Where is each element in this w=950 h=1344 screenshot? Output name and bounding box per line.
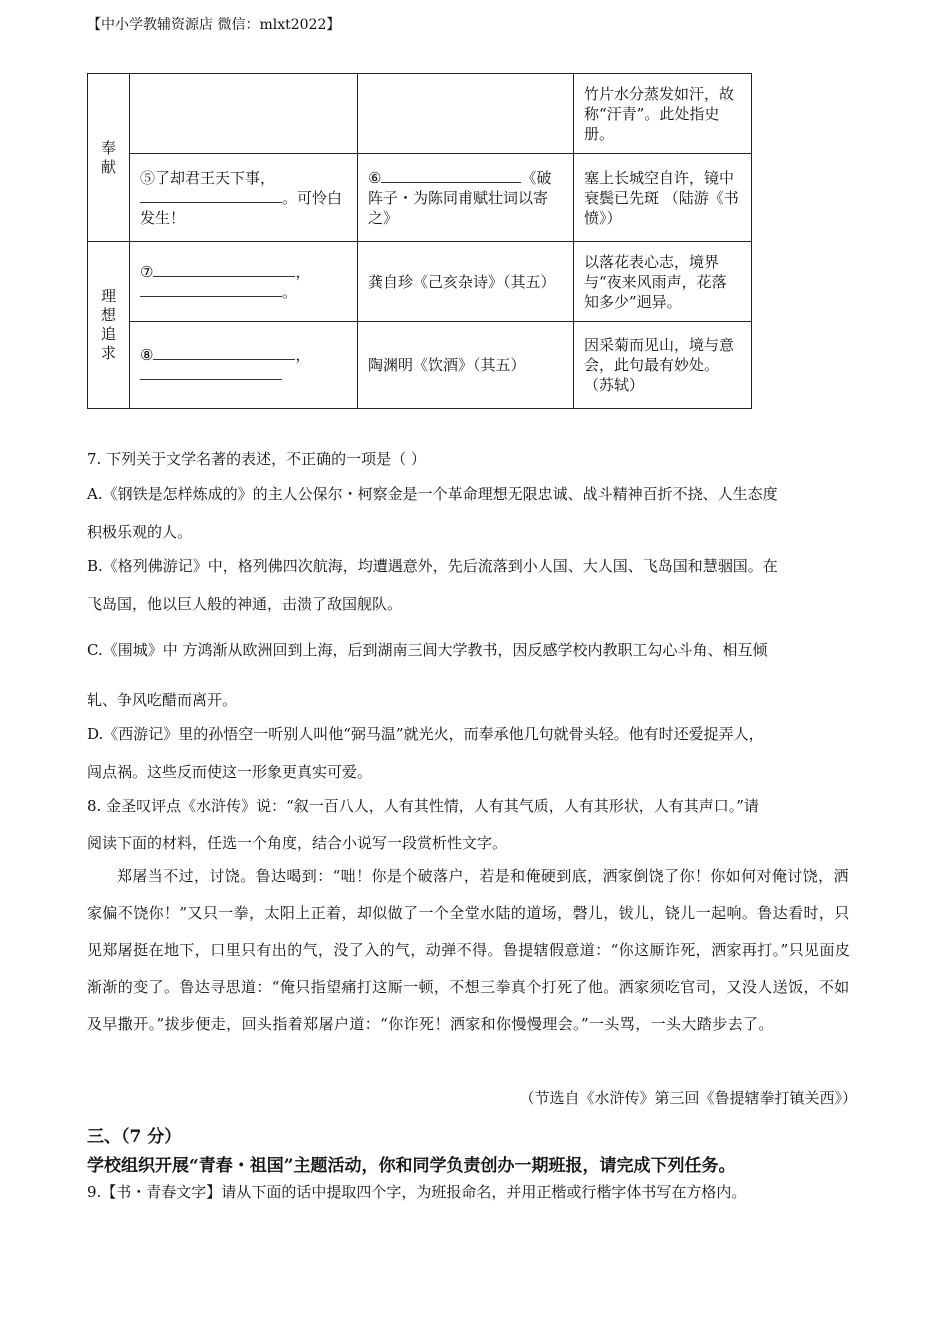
answer-blank[interactable] xyxy=(153,345,295,360)
option-d: D.《西游记》里的孙悟空一听别人叫他“弼马温”就光火，而奉承他几句就骨头轻。他有时还爱捉弄人， xyxy=(87,725,764,743)
table-row xyxy=(88,74,752,154)
option-d-cont: 闯点祸。这些反而使这一形象更真实可爱。 xyxy=(87,763,373,781)
question-9: 9.【书・青春文字】请从下面的话中提取四个字，为班报命名，并用正楷或行楷字体书写在方格内。 xyxy=(87,1183,747,1201)
table-cell: 竹片水分蒸发如汗，故称“汗青”。此处指史册。 xyxy=(574,74,752,154)
table-cell: 龚自珍《己亥杂诗》（其五） xyxy=(358,242,574,322)
table-cell: 因采菊而见山，境与意会，此句最有妙处。（苏轼） xyxy=(574,322,752,409)
table-cell: 塞上长城空自许，镜中衰鬓已先斑 （陆游《书愤》） xyxy=(574,154,752,242)
table-cell: ⑧ ， xyxy=(130,322,358,409)
option-b-cont: 飞岛国，他以巨人般的神通，击溃了敌国舰队。 xyxy=(87,595,403,613)
table-row xyxy=(88,322,752,409)
question-8-cont: 阅读下面的材料，任选一个角度，结合小说写一段赏析性文字。 xyxy=(87,834,508,852)
answer-blank[interactable] xyxy=(153,262,295,277)
answer-blank[interactable] xyxy=(140,188,282,203)
excerpt-source: （节选自《水浒传》第三回《鲁提辖拳打镇关西》） xyxy=(519,1089,857,1107)
question-7 xyxy=(87,448,862,469)
answer-blank[interactable] xyxy=(381,168,521,183)
table-cell: 陶渊明《饮酒》（其五） xyxy=(358,322,574,409)
option-b: B.《格列佛游记》中，格列佛四次航海，均遭遇意外，先后流落到小人国、大人国、飞岛国和慧骃国。在 xyxy=(87,557,778,575)
table-cell: ⑥ 《破阵子・为陈同甫赋壮词以寄之》 xyxy=(358,154,574,242)
option-a-cont: 积极乐观的人。 xyxy=(87,523,193,541)
answer-blank[interactable] xyxy=(140,282,282,297)
table-cell xyxy=(130,74,358,154)
category-ideals: 理 想 追 求 xyxy=(88,242,130,409)
option-a: A.《钢铁是怎样炼成的》的主人公保尔・柯察金是一个革命理想无限忠诚、战斗精神百折不挠、人生态度 xyxy=(87,485,778,503)
question-8: 8. 金圣叹评点《水浒传》说：“叙一百八人，人有其性情，人有其气质，人有其形状，人有其声口。”请 xyxy=(87,797,759,815)
table-cell: ⑤了却君王天下事， 。可怜白发生！ xyxy=(130,154,358,242)
excerpt-passage: 郑屠当不过，讨饶。鲁达喝到：“咄！你是个破落户，若是和俺硬到底，洒家倒饶了你！你如何对俺讨饶，洒家偏不饶你！”又只一拳，太阳上正着，却似做了一个全堂水陆的道场，磬儿，钹儿，铙儿一起响。鲁达看时，只见郑屠挺在地下，口里只有出的气，没了入的气，动弹不得。鲁提辖假意道：“你这厮诈死，洒家再打。”只见面皮渐渐的变了。鲁达寻思道：“俺只指望痛打这厮一顿，不想三拳真个打死了他。洒家须吃官司，又没人送饭，不如及早撒开。”拔步便走，回头指着郑屠户道：“你诈死！洒家和你慢慢理会。”一头骂，一头大踏步去了。 xyxy=(87,867,851,1033)
poem-table xyxy=(87,73,752,409)
answer-blank[interactable] xyxy=(140,365,282,380)
table-cell xyxy=(358,74,574,154)
page-header: 【中小学教辅资源店 微信：mlxt2022】 xyxy=(87,17,341,33)
table-row xyxy=(88,154,752,242)
option-c-cont: 轧、争风吃醋而离开。 xyxy=(87,691,238,709)
question-stem: 7. 下列关于文学名著的表述，不正确的一项是（ ） xyxy=(87,450,426,468)
category-dedication: 奉 献 xyxy=(88,74,130,242)
section-intro: 学校组织开展“青春・祖国”主题活动，你和同学负责创办一期班报，请完成下列任务。 xyxy=(87,1156,736,1176)
table-row xyxy=(88,242,752,322)
section-title: 三、（7 分） xyxy=(87,1127,182,1147)
table-cell: 以落花表心志，境界与“夜来风雨声，花落知多少”迥异。 xyxy=(574,242,752,322)
option-c: C.《围城》中 方鸿渐从欧洲回到上海，后到湖南三闾大学教书，因反感学校内教职工勾心斗角、相互倾 xyxy=(87,641,768,659)
table-cell: ⑦ ， 。 xyxy=(130,242,358,322)
